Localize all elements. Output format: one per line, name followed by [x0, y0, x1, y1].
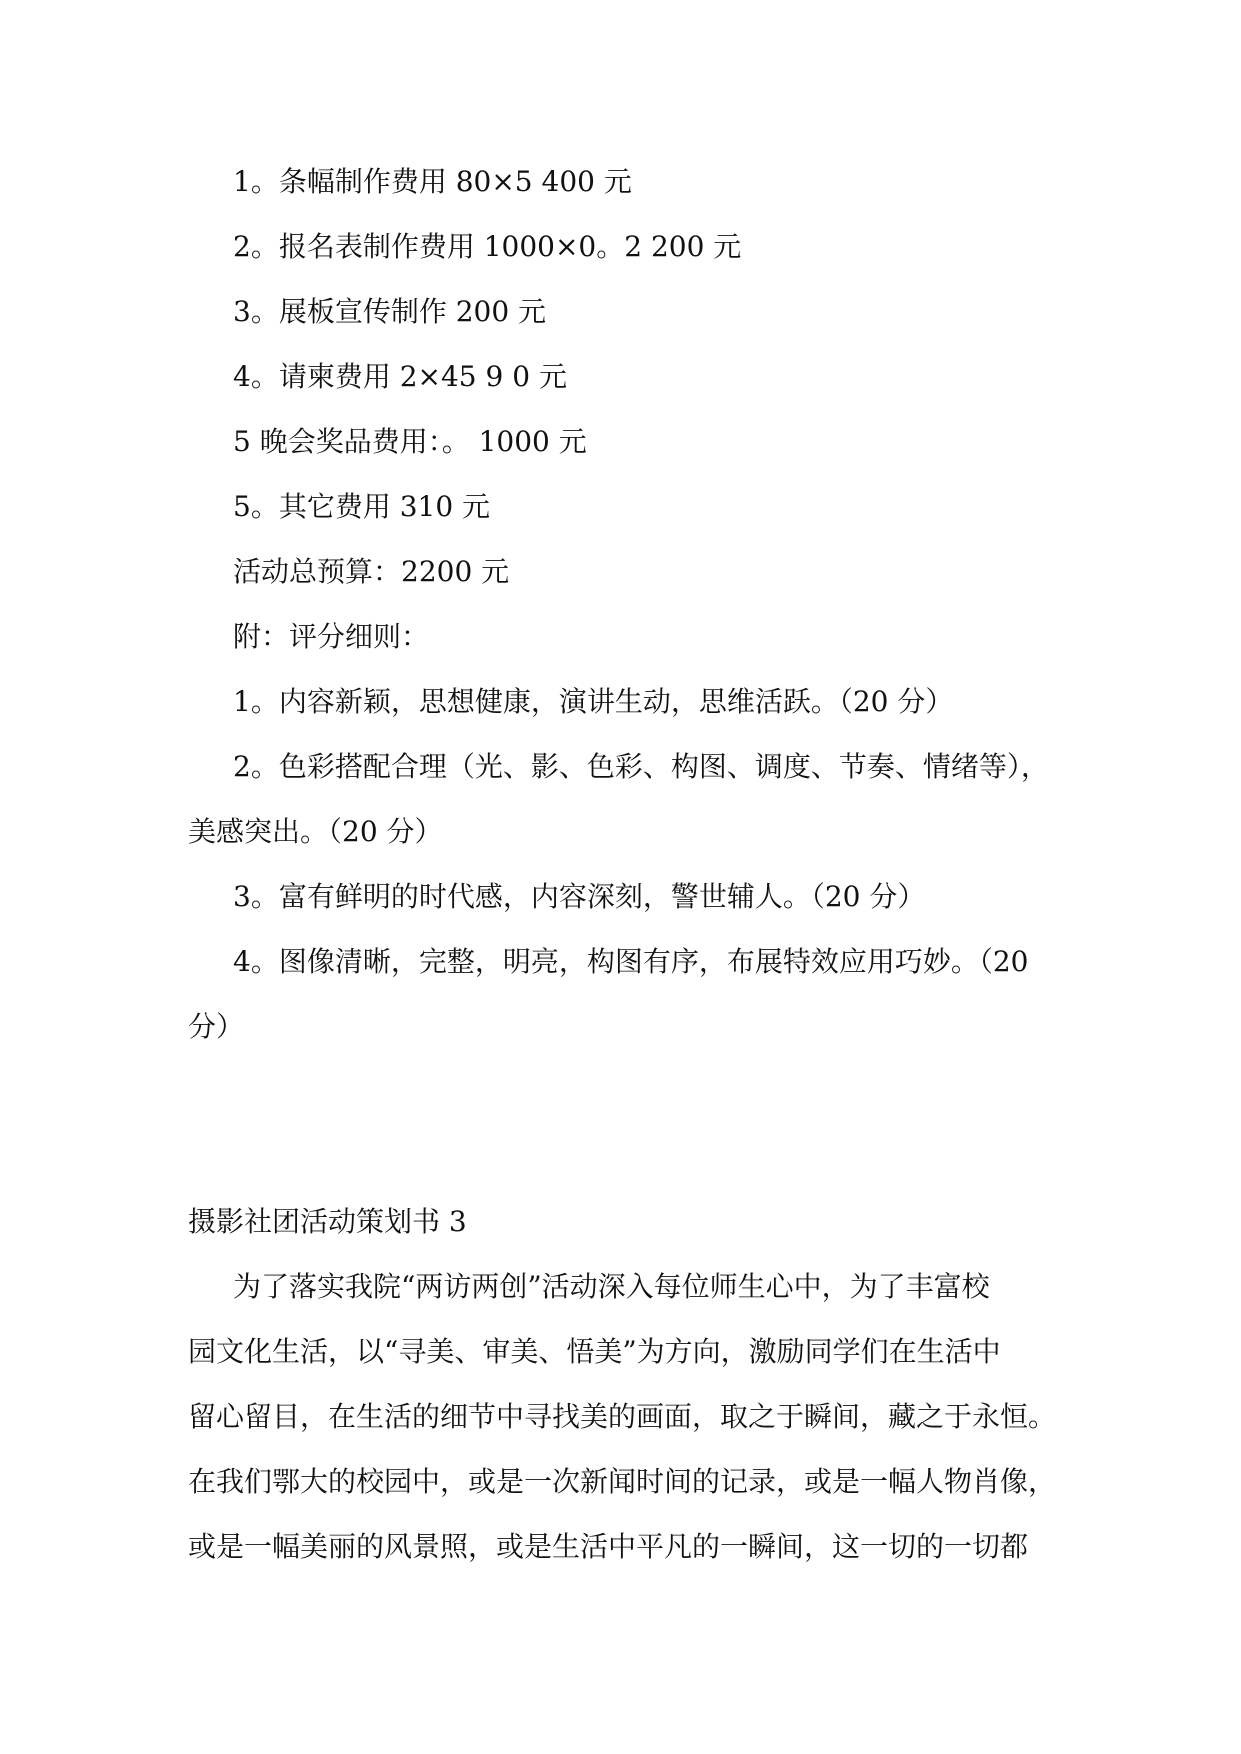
paragraph-line: 为了落实我院“两访两创”活动深入每位师生心中，为了丰富校: [233, 1270, 990, 1303]
scoring-rule-4-line-2: 分）: [188, 1010, 245, 1043]
scoring-rule-1: 1。内容新颖，思想健康，演讲生动，思维活跃。（20 分）: [233, 685, 954, 718]
budget-item-3: 3。展板宣传制作 200 元: [233, 295, 547, 328]
paragraph-line: 留心留目，在生活的细节中寻找美的画面，取之于瞬间，藏之于永恒。: [188, 1400, 1057, 1433]
section-title: 摄影社团活动策划书 3: [188, 1205, 467, 1238]
scoring-rule-2-line-2: 美感突出。（20 分）: [188, 815, 443, 848]
budget-item-6: 5。其它费用 310 元: [233, 490, 491, 523]
paragraph-line: 在我们鄂大的校园中，或是一次新闻时间的记录，或是一幅人物肖像，: [188, 1465, 1057, 1498]
scoring-heading: 附：评分细则：: [233, 620, 430, 653]
paragraph-line: 或是一幅美丽的风景照，或是生活中平凡的一瞬间，这一切的一切都: [188, 1530, 1029, 1563]
budget-item-4: 4。请柬费用 2×45 9 0 元: [233, 360, 567, 393]
scoring-rule-3: 3。富有鲜明的时代感，内容深刻，警世辅人。（20 分）: [233, 880, 926, 913]
scoring-rule-2-line-1: 2。色彩搭配合理（光、影、色彩、构图、调度、节奏、情绪等），: [233, 750, 1049, 783]
budget-item-2: 2。报名表制作费用 1000×0。2 200 元: [233, 230, 742, 263]
paragraph-line: 园文化生活，以“寻美、审美、悟美”为方向，激励同学们在生活中: [188, 1335, 1001, 1368]
budget-item-5: 5 晚会奖品费用：。 1000 元: [233, 425, 587, 458]
budget-total: 活动总预算：2200 元: [233, 555, 510, 588]
budget-item-1: 1。条幅制作费用 80×5 400 元: [233, 165, 632, 198]
scoring-rule-4-line-1: 4。图像清晰，完整，明亮，构图有序，布展特效应用巧妙。（20: [233, 945, 1029, 978]
